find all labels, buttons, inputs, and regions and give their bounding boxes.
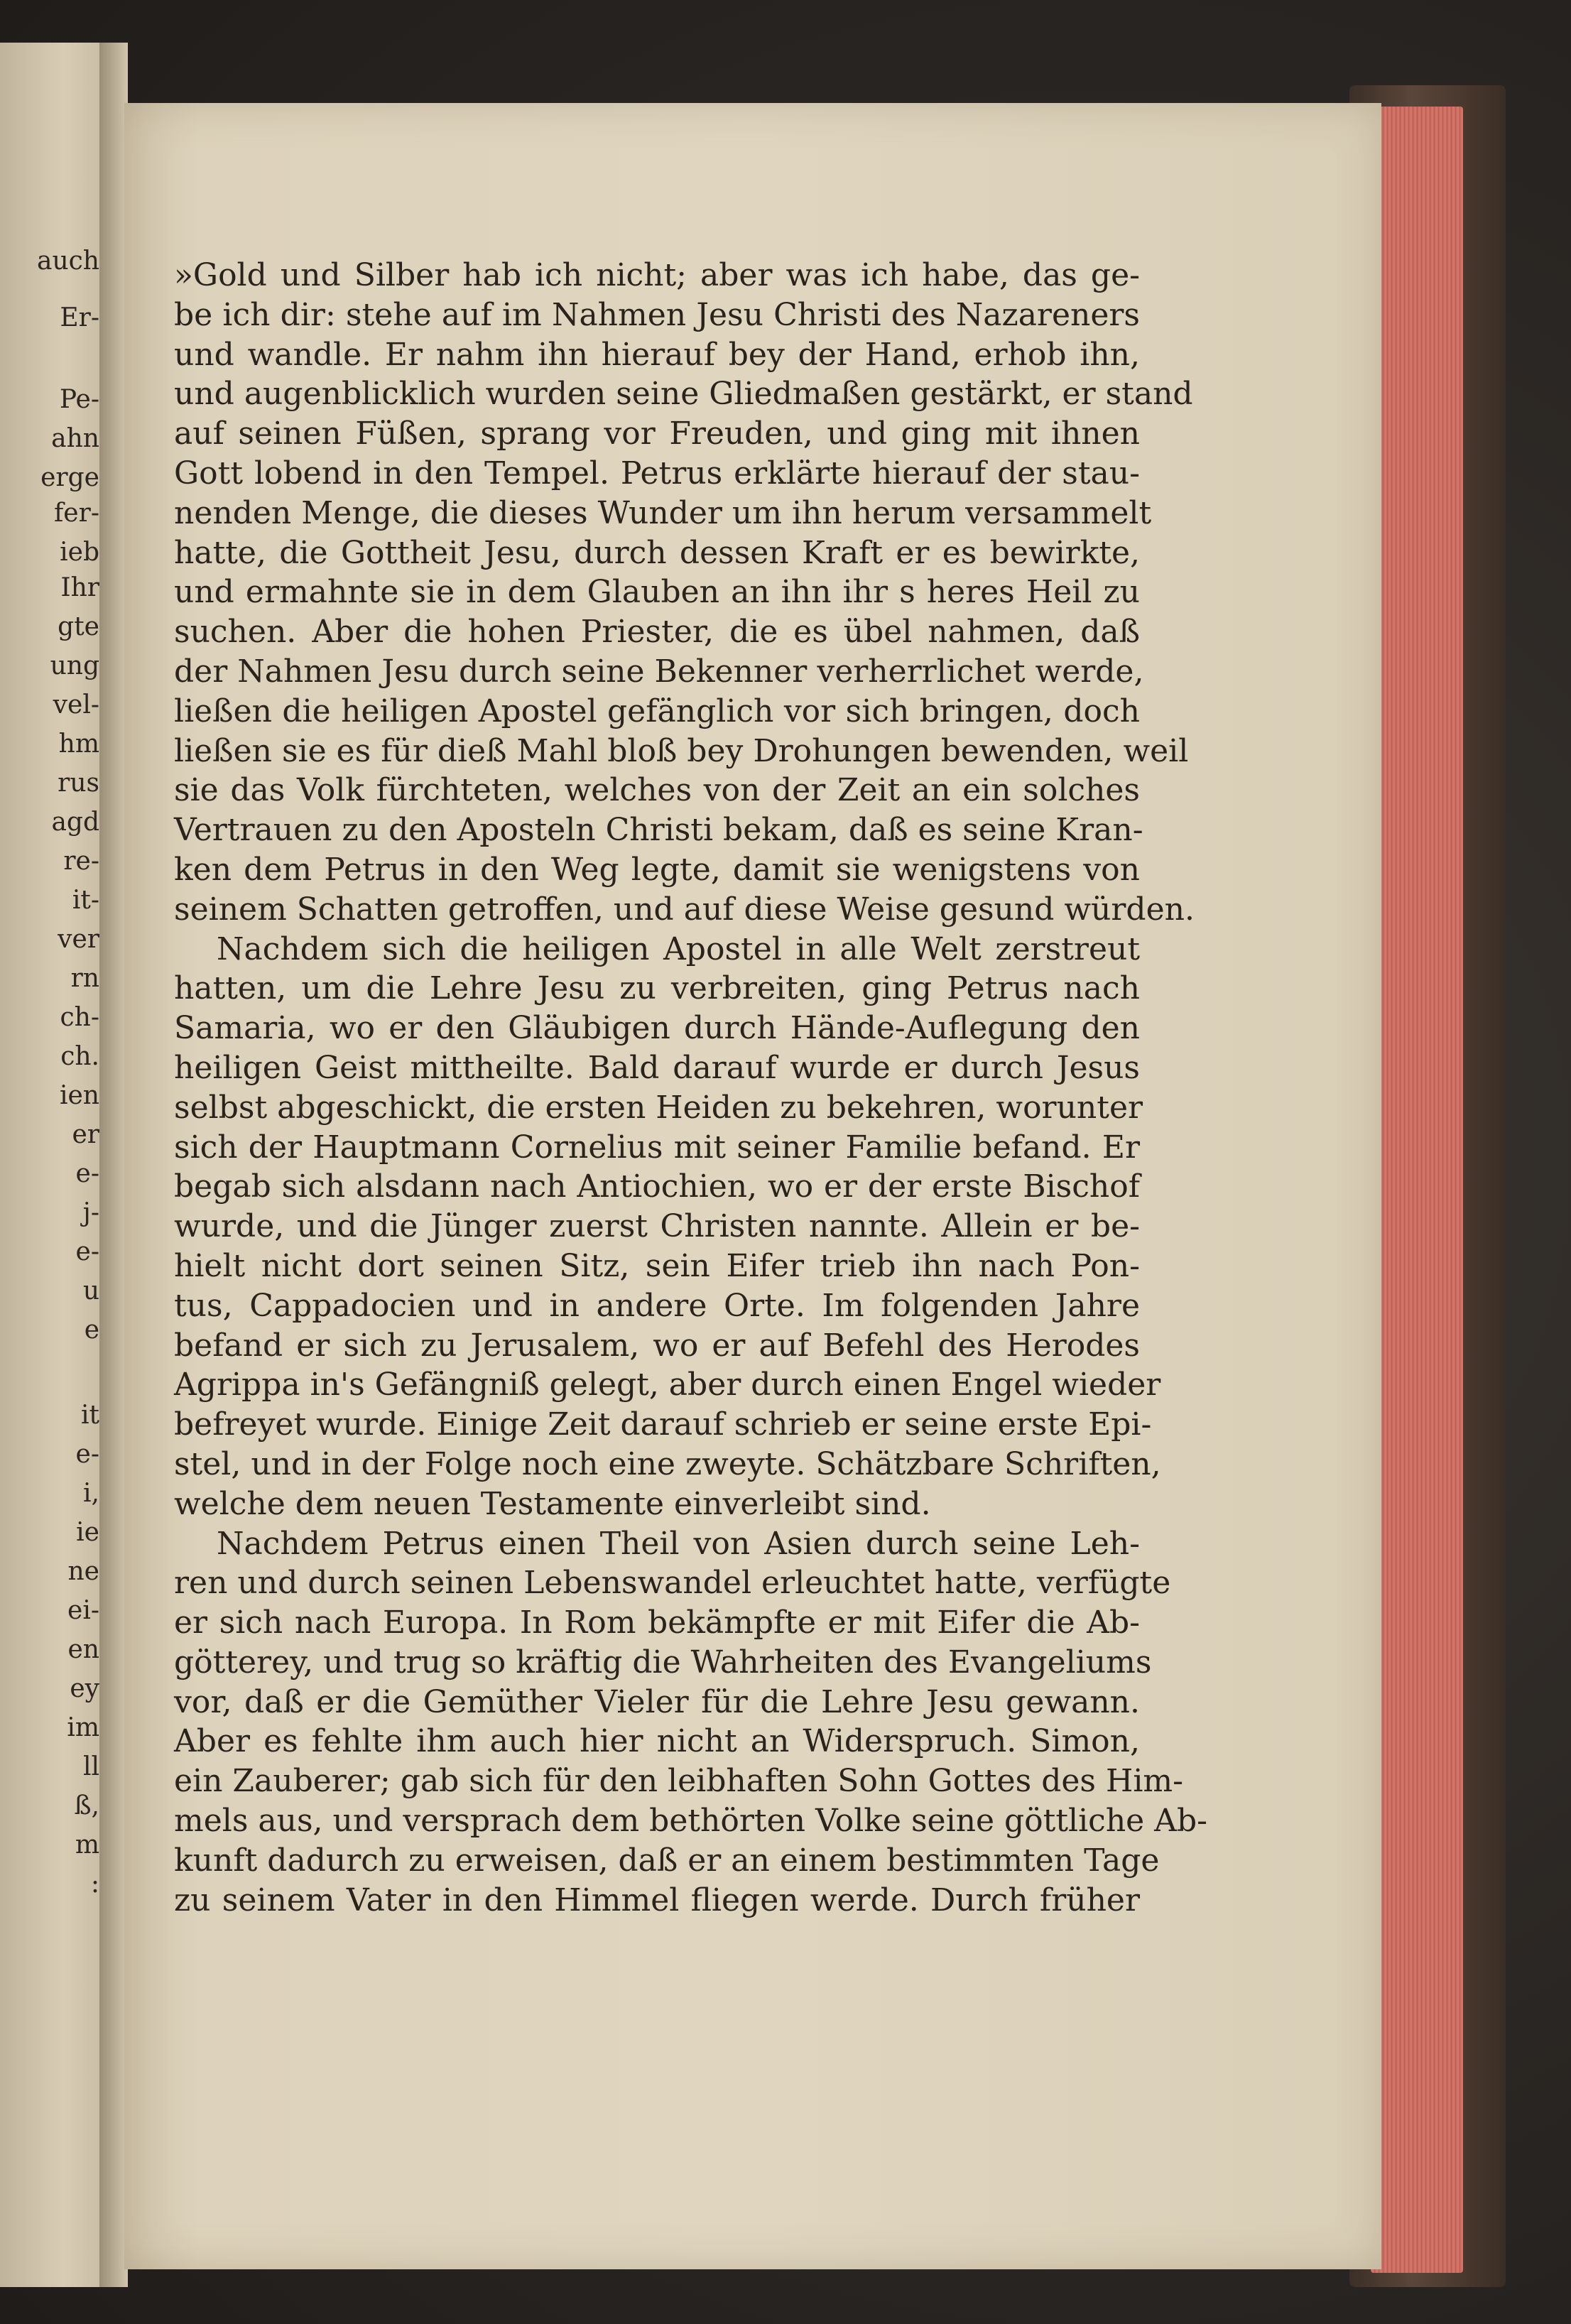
left-page-fragment: rn [70,964,99,993]
left-page-fragment: en [67,1635,99,1664]
left-page-fragment: fer- [53,499,99,528]
left-page-fragment: Ihr [60,573,99,602]
left-page-fragment: j- [82,1198,99,1227]
left-page-fragment: auch [37,246,99,276]
left-page-fragment: ieb [60,538,99,567]
left-page-fragment: ien [59,1081,99,1110]
text-line: begab sich alsdann nach Antiochien, wo er der erste Bischof [174,1168,1140,1205]
text-line: Nachdem Petrus einen Theil von Asien durch seine Leh- [217,1525,1140,1562]
left-page-fragment: Er- [60,303,99,332]
text-line: ein Zauberer; gab sich für den leibhaften Sohn Gottes des Him- [174,1763,1183,1800]
left-page-fragment: : [90,1869,99,1899]
red-page-edges [1371,107,1463,2273]
text-line: befand er sich zu Jerusalem, wo er auf Befehl des Herodes [174,1327,1140,1364]
left-page-fragment: e- [75,1237,99,1266]
text-line: Gott lobend in den Tempel. Petrus erklärte hierauf der stau- [174,455,1140,492]
text-line: Vertrauen zu den Aposteln Christi bekam, daß es seine Kran- [174,812,1143,849]
text-line: welche dem neuen Testamente einverleibt sind. [174,1485,931,1522]
left-page-fragment: ll [82,1752,99,1781]
left-page-fragment: i, [83,1479,99,1508]
text-line: zu seinem Vater in den Himmel fliegen werde. Durch früher [174,1882,1140,1918]
left-page-fragment: u [82,1276,99,1305]
text-line: und wandle. Er nahm ihn hierauf bey der Hand, erhob ihn, [174,336,1140,373]
left-page-fragment: it- [72,886,99,915]
left-page-fragment: agd [51,808,99,837]
text-line: er sich nach Europa. In Rom bekämpfte er mit Eifer die Ab- [174,1604,1140,1641]
text-line: götterey, und trug so kräftig die Wahrheiten des Evangeliums [174,1644,1152,1680]
text-line: ren und durch seinen Lebenswandel erleuchtet hatte, verfügte [174,1565,1171,1602]
text-line: stel, und in der Folge noch eine zweyte. Schätzbare Schriften, [174,1445,1161,1482]
text-line: »Gold und Silber hab ich nicht; aber was ich habe, das ge- [174,257,1140,293]
text-line: sich der Hauptmann Cornelius mit seiner Familie befand. Er [174,1129,1140,1166]
text-line: ließen die heiligen Apostel gefänglich vor sich bringen, doch [174,693,1140,729]
left-page-fragment: it [81,1401,99,1430]
left-page-fragment: rus [58,769,99,798]
text-line: hatte, die Gottheit Jesu, durch dessen Kraft er es bewirkte, [174,534,1140,571]
text-line: Nachdem sich die heiligen Apostel in alle Welt zerstreut [217,930,1140,967]
left-page-fragment: e [84,1315,99,1345]
left-page-fragment: ung [50,651,99,680]
text-line: sie das Volk fürchteten, welches von der Zeit an ein solches [174,772,1140,809]
left-page-fragment: ey [70,1674,99,1703]
text-line: mels aus, und versprach dem bethörten Volke seine göttliche Ab- [174,1803,1207,1840]
text-line: be ich dir: stehe auf im Nahmen Jesu Christi des Nazareners [174,296,1140,333]
left-page-fragment: m [75,1830,99,1859]
text-line: tus, Cappadocien und in andere Orte. Im folgenden Jahre [174,1287,1140,1324]
left-page-fragment: erge [40,463,99,492]
text-line: nenden Menge, die dieses Wunder um ihn herum versammelt [174,494,1152,531]
text-line: vor, daß er die Gemüther Vieler für die Lehre Jesu gewann. [174,1683,1140,1720]
text-line: ken dem Petrus in den Weg legte, damit sie wenigstens von [174,851,1140,888]
text-line: wurde, und die Jünger zuerst Christen nannte. Allein er be- [174,1208,1140,1245]
text-line: befreyet wurde. Einige Zeit darauf schrieb er seine erste Epi- [174,1406,1152,1443]
left-page-fragment: e- [75,1159,99,1188]
text-line: selbst abgeschickt, die ersten Heiden zu bekehren, worunter [174,1089,1143,1126]
left-page-fragment: er [72,1120,99,1149]
text-line: hatten, um die Lehre Jesu zu verbreiten, ging Petrus nach [174,970,1140,1007]
left-page-fragment: vel- [53,690,99,720]
text-line: suchen. Aber die hohen Priester, die es übel nahmen, daß [174,614,1140,651]
left-page-fragment: ei- [67,1596,99,1625]
text-line: kunft dadurch zu erweisen, daß er an einem bestimmten Tage [174,1842,1160,1879]
text-line: hielt nicht dort seinen Sitz, sein Eifer trieb ihn nach Pon- [174,1247,1140,1284]
left-page-fragment: re- [63,847,99,876]
text-line: seinem Schatten getroffen, und auf diese Weise gesund würden. [174,891,1195,928]
left-page-fragment: ß, [74,1791,99,1820]
left-page-fragment: ne [67,1557,99,1586]
text-line: und ermahnte sie in dem Glauben an ihn ihr s heres Heil zu [174,574,1140,611]
left-page-fragment: Pe- [59,385,99,414]
text-line: auf seinen Füßen, sprang vor Freuden, und ging mit ihnen [174,416,1140,452]
text-line: und augenblicklich wurden seine Gliedmaßen gestärkt, er stand [174,376,1193,413]
text-line: Agrippa in's Gefängniß gelegt, aber durch einen Engel wieder [174,1367,1161,1403]
text-line: Samaria, wo er den Gläubigen durch Hände-Auflegung den [174,1010,1140,1047]
left-page-fragment: gte [58,612,99,641]
left-page-fragment: ahn [51,424,99,453]
left-page-fragment: ie [76,1518,99,1547]
text-line: ließen sie es für dieß Mahl bloß bey Drohungen bewenden, weil [174,732,1189,769]
page-text [174,256,1207,1920]
book-gutter [99,43,128,2287]
left-page-fragment: e- [75,1440,99,1469]
left-page-fragment: im [67,1713,99,1742]
text-line: heiligen Geist mittheilte. Bald darauf wurde er durch Jesus [174,1049,1140,1086]
left-page-fragment: hm [58,729,99,759]
text-line: der Nahmen Jesu durch seine Bekenner verherrlichet werde, [174,653,1144,690]
text-line: Aber es fehlte ihm auch hier nicht an Widerspruch. Simon, [174,1723,1140,1760]
left-page-fragment: ch. [60,1042,99,1071]
left-page-fragment: ver [58,925,99,954]
left-page-fragment: ch- [60,1003,99,1032]
